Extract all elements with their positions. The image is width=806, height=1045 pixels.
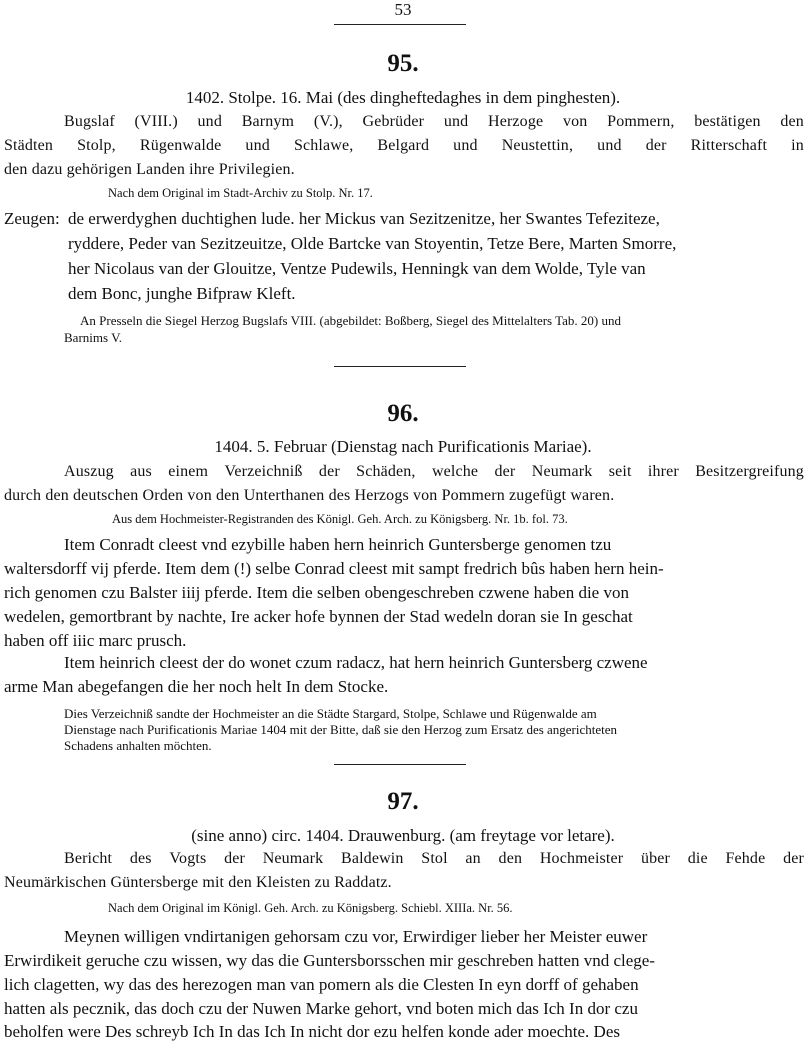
text-line: arme Man abegefangen die her noch helt In dem Stocke. (4, 677, 389, 696)
summary-line: Neumärkischen Güntersberge mit den Kleisten zu Raddatz. (4, 874, 392, 891)
document-heading: 1402. Stolpe. 16. Mai (des dingheftedaghes in dem pinghesten). (185, 88, 621, 107)
document-number: 96. (387, 400, 419, 427)
text-line: wedelen, gemortbrant by nachte, Ire acker hofe bynnen der Stad wedeln doran sie In geschat (4, 607, 633, 626)
section-rule (334, 764, 466, 765)
text-line: waltersdorff vij pferde. Item dem (!) selbe Conrad cleest mit sampt fredrich bûs haben hern hein- (4, 559, 664, 578)
seal-note: An Presseln die Siegel Herzog Bugslafs VIII. (abgebildet: Boßberg, Siegel des Mittelalters Tab. 20) und (80, 313, 622, 328)
summary-line: durch den deutschen Orden von den Unterthanen des Herzogs von Pommern zugefügt waren. (4, 487, 615, 504)
witness-line: ryddere, Peder van Sezitzeuitze, Olde Bartcke van Stoyentin, Tetze Bere, Marten Smorre, (68, 234, 677, 253)
witness-label: Zeugen: (4, 209, 60, 228)
text-line: hatten als pecznik, das doch czu der Nuwen Marke gehort, vnd boten mich das Ich In dor czu (4, 999, 638, 1018)
page-number: 53 (394, 0, 412, 19)
witness-line: de erwerdyghen duchtighen lude. her Mickus van Sezitzenitze, her Swantes Tefeziteze, (68, 209, 660, 228)
text-line: rich genomen czu Balster iiij pferde. Item die selben obengeschreben czwene haben die von (4, 583, 629, 602)
text-line: beholfen were Des schreyb Ich In das Ich In nicht dor ezu helfen konde ader moechte. Des (4, 1022, 620, 1041)
summary-line: den dazu gehörigen Landen ihre Privilegien. (4, 161, 295, 178)
editor-note: Schadens anhalten möchten. (64, 738, 212, 753)
seal-note: Barnims V. (64, 330, 123, 345)
document-heading: (sine anno) circ. 1404. Drauwenburg. (am freytage vor letare). (191, 826, 615, 845)
text-line: lich clagetten, wy das des herezogen man van pomern als die Clesten In eyn dorff of gehaben (4, 975, 639, 994)
witness-line: her Nicolaus van der Glouitze, Ventze Pudewils, Henningk van dem Wolde, Tyle van (68, 259, 646, 278)
witness-line: dem Bonc, junghe Bifpraw Kleft. (68, 284, 296, 303)
document-number: 95. (387, 50, 419, 77)
document-heading: 1404. 5. Februar (Dienstag nach Purificationis Mariae). (214, 437, 592, 456)
header-rule (334, 24, 466, 25)
source-note: Nach dem Original im Königl. Geh. Arch. zu Königsberg. Schiebl. XIIIa. Nr. 56. (108, 901, 513, 915)
source-note: Nach dem Original im Stadt-Archiv zu Stolp. Nr. 17. (108, 186, 373, 200)
summary-line: Auszug aus einem Verzeichniß der Schäden, welche der Neumark seit ihrer Besitzergreifung (64, 463, 804, 480)
text-line: Item heinrich cleest der do wonet czum radacz, hat hern heinrich Guntersberg czwene (64, 653, 648, 672)
summary-line: Bugslaf (VIII.) und Barnym (V.), Gebrüder und Herzoge von Pommern, bestätigen den (64, 113, 804, 130)
text-line: Meynen willigen vndirtanigen gehorsam czu vor, Erwirdiger lieber her Meister euwer (64, 927, 648, 946)
text-line: haben off iiic marc prusch. (4, 631, 187, 650)
source-note: Aus dem Hochmeister-Registranden des Königl. Geh. Arch. zu Königsberg. Nr. 1b. fol. 73. (112, 512, 568, 526)
document-number: 97. (387, 788, 419, 815)
text-line: Item Conradt cleest vnd ezybille haben hern heinrich Guntersberge genomen tzu (64, 535, 612, 554)
section-rule (334, 366, 466, 367)
summary-line: Bericht des Vogts der Neumark Baldewin Stol an den Hochmeister über die Fehde der (64, 850, 804, 867)
text-line: Erwirdikeit geruche czu wissen, wy das die Guntersborsschen mir geschreben hatten vnd clege- (4, 951, 655, 970)
editor-note: Dies Verzeichniß sandte der Hochmeister an die Städte Stargard, Stolpe, Schlawe und Rügenwalde am (64, 706, 597, 721)
editor-note: Dienstage nach Purificationis Mariae 1404 mit der Bitte, daß sie den Herzog zum Ersatz des angerichteten (64, 722, 618, 737)
summary-line: Städten Stolp, Rügenwalde und Schlawe, Belgard und Neustettin, und der Ritterschaft in (4, 137, 804, 154)
